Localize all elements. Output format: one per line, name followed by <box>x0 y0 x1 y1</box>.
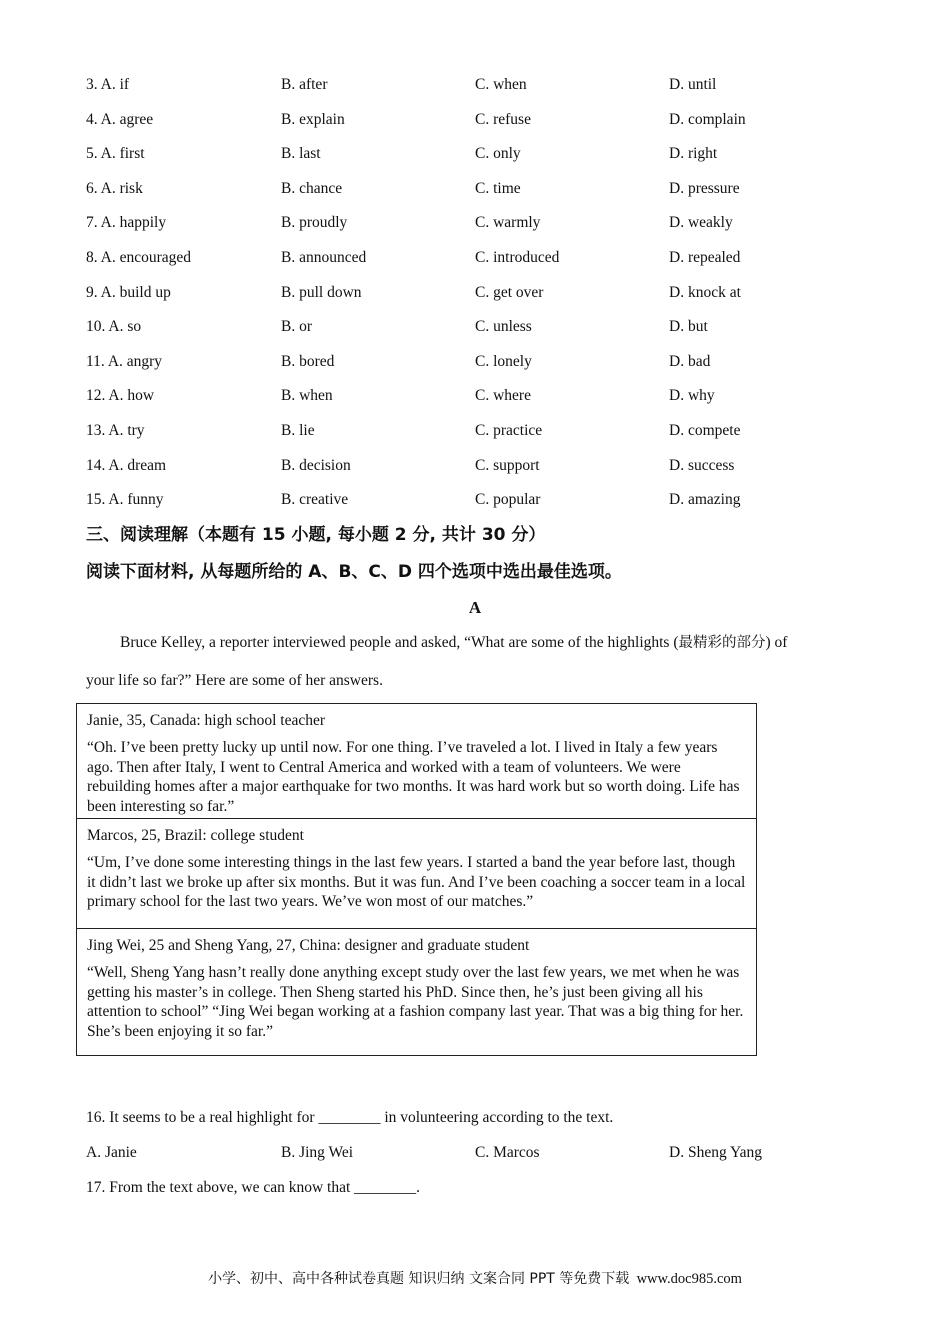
option-a[interactable]: 12. A. how <box>86 387 155 405</box>
option-c[interactable]: C. refuse <box>475 110 531 128</box>
option-c[interactable]: C. practice <box>475 422 543 439</box>
section-title: 三、阅读理解（本题有 15 小题, 每小题 2 分, 共计 30 分） <box>86 525 546 545</box>
answer-person: Marcos, 25, Brazil: college student <box>87 827 304 844</box>
option-b[interactable]: B. announced <box>281 249 367 266</box>
option-d[interactable]: D. knock at <box>669 283 741 301</box>
option-b[interactable]: B. explain <box>281 110 345 128</box>
question-16-stem: 16. It seems to be a real highlight for ________ in volunteering according to the text. <box>86 1109 614 1126</box>
option-a[interactable]: 15. A. funny <box>86 491 164 509</box>
question-16-options <box>86 1142 866 1164</box>
answer-quote: “Um, I’ve done some interesting things in the last few years. I started a band the year before last, though it didn’t last we broke up after six months. But it was fun. And I’ve been coaching a soccer team in a local primary school for the last two years. We’ve won most of our matches.” <box>87 854 746 910</box>
intro-line-2: your life so far?” Here are some of her answers. <box>86 672 383 689</box>
option-b[interactable]: B. lie <box>281 422 315 439</box>
option-a[interactable]: 10. A. so <box>86 318 142 336</box>
answer-person: Jing Wei, 25 and Sheng Yang, 27, China: designer and graduate student <box>87 937 530 954</box>
intro-line-1 <box>86 632 866 654</box>
answer-person: Janie, 35, Canada: high school teacher <box>87 712 326 729</box>
answer-cell-janie <box>77 704 756 819</box>
option-a[interactable]: A. Janie <box>86 1144 137 1161</box>
intro-text-after: ) of <box>765 634 788 651</box>
section-instruction: 阅读下面材料, 从每题所给的 A、B、C、D 四个选项中选出最佳选项。 <box>86 562 622 582</box>
option-c[interactable]: C. when <box>475 76 527 93</box>
footer-url[interactable]: www.doc985.com <box>636 1271 742 1287</box>
intro-text-before: Bruce Kelley, a reporter interviewed people and asked, “What are some of the highlights ( <box>120 634 679 651</box>
passage-letter: A <box>468 598 482 617</box>
cloze-option-row <box>86 178 866 200</box>
question-17-stem: 17. From the text above, we can know that ________. <box>86 1179 421 1196</box>
option-b[interactable]: B. chance <box>281 179 343 197</box>
page-footer <box>0 1268 950 1290</box>
option-c[interactable]: C. introduced <box>475 249 560 266</box>
cloze-option-row <box>86 351 866 373</box>
option-c[interactable]: C. lonely <box>475 352 532 370</box>
option-b[interactable]: B. last <box>281 145 321 163</box>
answer-cell-marcos <box>77 819 756 929</box>
option-c[interactable]: C. only <box>475 145 521 163</box>
option-d[interactable]: D. weakly <box>669 214 733 232</box>
cloze-option-row <box>86 455 866 477</box>
answer-quote: “Well, Sheng Yang hasn’t really done anything except study over the last few years, we met when he was getting his master’s in college. Then Sheng started his PhD. Since then, he’s just been giving all his attention to school” “Jing Wei began working at a fashion company last year. That was a big thing for her. She’s been enjoying it so far.” <box>87 964 744 1040</box>
cloze-option-row <box>86 74 866 96</box>
answer-quote: “Oh. I’ve been pretty lucky up until now. For one thing. I’ve traveled a lot. I lived in Italy a few years ago. Then after Italy, I went to Central America and worked with a team of volunteers. We were rebuilding homes after a major earthquake for two months. It was hard work but so worth doing. Life has been interesting so far.” <box>87 739 740 815</box>
answers-table <box>76 703 757 1056</box>
cloze-option-row <box>86 282 866 304</box>
cloze-option-row <box>86 109 866 131</box>
option-a[interactable]: 13. A. try <box>86 422 145 439</box>
option-d[interactable]: D. repealed <box>669 249 741 266</box>
intro-text-cn: 最精彩的部分 <box>678 635 766 651</box>
option-b[interactable]: B. creative <box>281 491 349 509</box>
option-a[interactable]: 14. A. dream <box>86 456 167 474</box>
option-b[interactable]: B. proudly <box>281 214 348 232</box>
cloze-option-row <box>86 385 866 407</box>
option-d[interactable]: D. until <box>669 76 717 93</box>
option-a[interactable]: 6. A. risk <box>86 179 143 197</box>
option-a[interactable]: 3. A. if <box>86 76 130 93</box>
option-a[interactable]: 4. A. agree <box>86 110 154 128</box>
option-a[interactable]: 8. A. encouraged <box>86 249 192 266</box>
option-d[interactable]: D. complain <box>669 110 746 128</box>
option-c[interactable]: C. popular <box>475 491 541 509</box>
option-b[interactable]: B. when <box>281 387 333 405</box>
option-d[interactable]: D. amazing <box>669 491 741 509</box>
option-a[interactable]: 5. A. first <box>86 145 145 163</box>
cloze-option-row <box>86 420 866 442</box>
footer-text: 小学、初中、高中各种试卷真题 知识归纳 文案合同 PPT 等免费下载 <box>208 1271 630 1287</box>
option-d[interactable]: D. bad <box>669 352 711 370</box>
option-d[interactable]: D. Sheng Yang <box>669 1144 763 1161</box>
cloze-option-row <box>86 143 866 165</box>
cloze-option-row <box>86 247 866 269</box>
option-d[interactable]: D. pressure <box>669 179 740 197</box>
option-c[interactable]: C. get over <box>475 283 544 301</box>
option-c[interactable]: C. where <box>475 387 531 405</box>
cloze-option-row <box>86 489 866 511</box>
option-c[interactable]: C. Marcos <box>475 1144 540 1161</box>
option-d[interactable]: D. right <box>669 145 718 163</box>
cloze-option-row <box>86 316 866 338</box>
option-c[interactable]: C. support <box>475 456 540 474</box>
option-c[interactable]: C. unless <box>475 318 532 336</box>
option-b[interactable]: B. bored <box>281 352 335 370</box>
option-d[interactable]: D. why <box>669 387 715 405</box>
option-d[interactable]: D. compete <box>669 422 741 439</box>
option-c[interactable]: C. warmly <box>475 214 541 232</box>
option-d[interactable]: D. success <box>669 456 735 474</box>
option-a[interactable]: 7. A. happily <box>86 214 167 232</box>
option-a[interactable]: 9. A. build up <box>86 283 171 301</box>
option-b[interactable]: B. pull down <box>281 283 362 301</box>
option-d[interactable]: D. but <box>669 318 708 336</box>
option-a[interactable]: 11. A. angry <box>86 352 163 370</box>
option-b[interactable]: B. or <box>281 318 312 336</box>
option-b[interactable]: B. after <box>281 76 328 93</box>
option-b[interactable]: B. Jing Wei <box>281 1144 354 1161</box>
option-c[interactable]: C. time <box>475 179 521 197</box>
option-b[interactable]: B. decision <box>281 456 351 474</box>
answer-cell-jing-sheng <box>77 929 756 1055</box>
cloze-option-row <box>86 212 866 234</box>
